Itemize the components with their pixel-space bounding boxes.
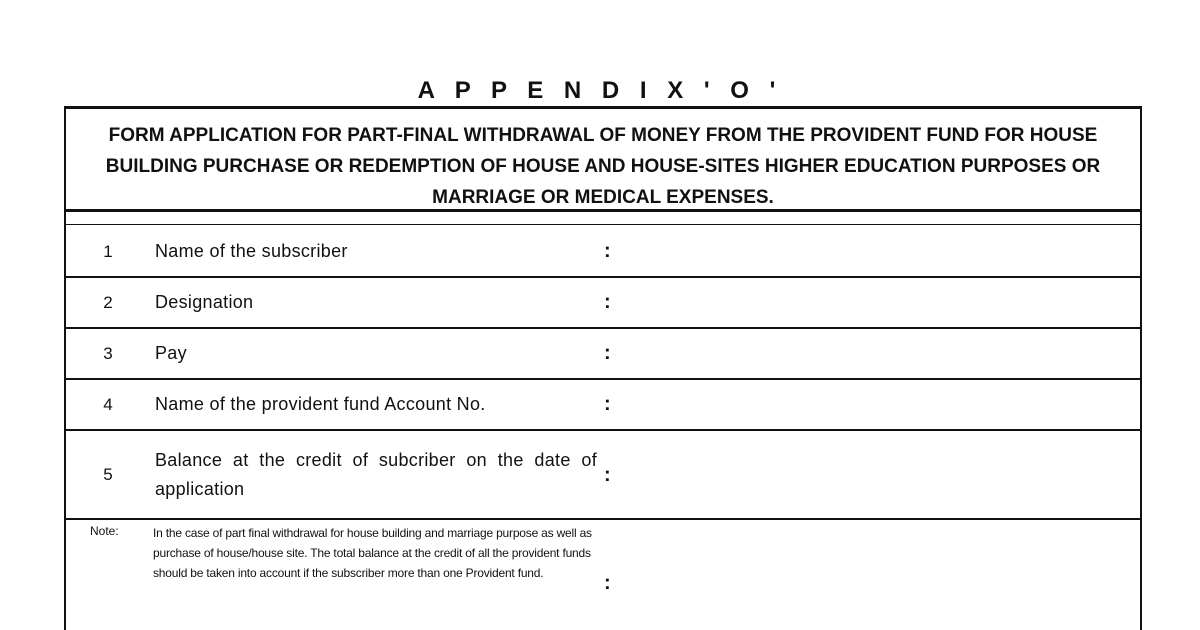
form-row-2 [66, 278, 1140, 329]
form-heading [66, 109, 1140, 212]
note-label: Note: [90, 524, 119, 538]
field-separator: : [604, 464, 611, 486]
note-row [66, 520, 1140, 630]
field-label-account-no: Name of the provident fund Account No. [155, 394, 486, 414]
form-table [64, 106, 1142, 630]
field-label-balance: Balance at the credit of subcriber on the date of application [155, 450, 597, 499]
form-row-5 [66, 431, 1140, 520]
row-number: 5 [103, 465, 113, 484]
note-text: In the case of part final withdrawal for house building and marriage purpose as well as purchase of house/house site. The total balance at the credit of all the provident funds should be taken into account if the subscriber more than one Provident fund. [153, 526, 592, 580]
field-label-designation: Designation [155, 292, 254, 312]
field-label-pay: Pay [155, 343, 187, 363]
form-heading-line-1: FORM APPLICATION FOR PART-FINAL WITHDRAWAL OF MONEY FROM THE PROVIDENT FUND FOR HOUSE [108, 125, 1098, 146]
form-row-1 [66, 226, 1140, 278]
appendix-title: A P P E N D I X ' O ' [417, 77, 783, 104]
field-separator: : [604, 240, 611, 262]
field-separator: : [604, 393, 611, 415]
row-number: 4 [103, 395, 113, 414]
note-separator: : [604, 572, 611, 594]
form-heading-line-2: BUILDING PURCHASE OR REDEMPTION OF HOUSE AND HOUSE-SITES HIGHER EDUCATION PURPOSES OR [105, 156, 1101, 177]
field-separator: : [604, 291, 611, 313]
row-number: 2 [103, 293, 113, 312]
row-number: 1 [103, 242, 113, 261]
divider [66, 224, 1140, 225]
form-row-4 [66, 380, 1140, 431]
row-number: 3 [103, 344, 113, 363]
field-label-subscriber-name: Name of the subscriber [155, 241, 348, 261]
form-heading-line-3: MARRIAGE OR MEDICAL EXPENSES. [432, 187, 774, 208]
field-separator: : [604, 342, 611, 364]
form-row-3 [66, 329, 1140, 380]
